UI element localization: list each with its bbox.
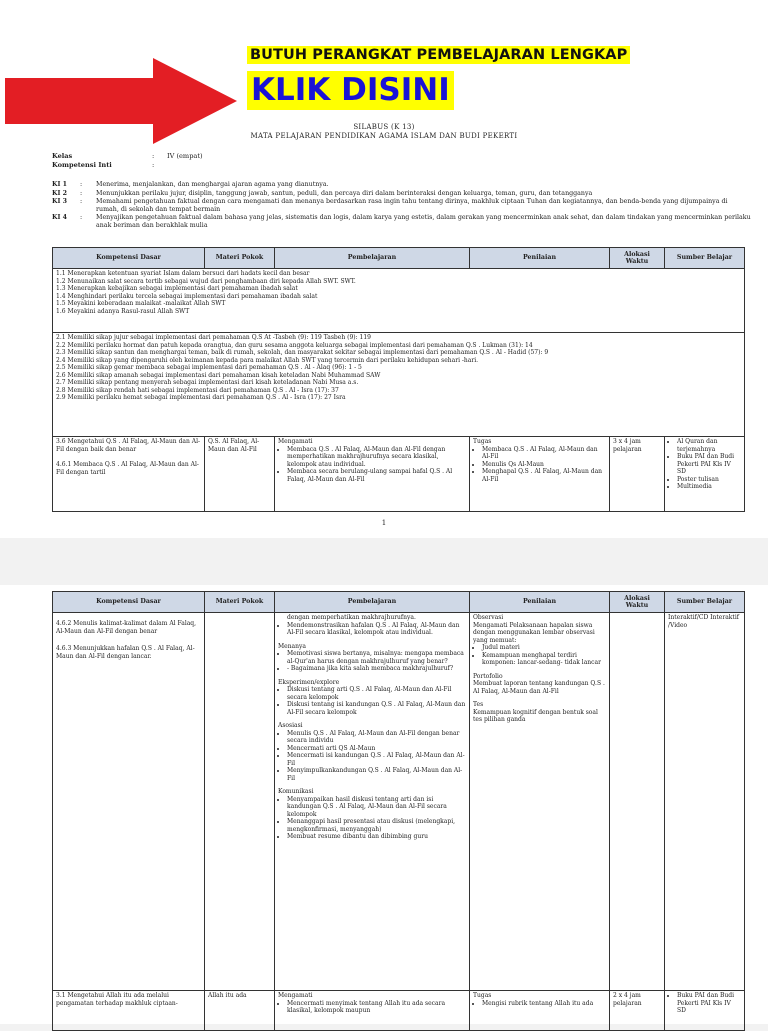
kompetensi-inti-row [52, 161, 352, 169]
header-kd: Kompetensi Dasar [53, 248, 205, 269]
kd31-row [53, 991, 745, 1031]
kd462-cell: 4.6.2 Menulis kalimat-kalimat dalam Al Falaq, Al-Maun dan Al-Fil dengan benar 4.6.3 Menunjukkan hafalan Q.S . Al Falaq, Al-Maun dan Al-Fil dengan lancar. [53, 613, 205, 991]
ki-item: KI 3 : Memahami pengetahuan faktual dengan cara mengamati dan menanya berdasarkan rasa ingin tahu tentang dirinya, makhluk ciptaan Tuhan dan kegiatannya, dan benda-benda yang dijumpainya di rumah, di sekolah dan tempat bermain [52, 198, 728, 213]
pembelajaran-cell: Mengamati • Mencermati menyimak tentang Allah itu ada secara klasikal, kelompok maupun [275, 991, 470, 1031]
kd36-row [53, 437, 745, 512]
materi-cell: Allah itu ada [205, 991, 275, 1031]
header-penilaian: Penilaian [470, 248, 610, 269]
header-pembelajaran: Pembelajaran [275, 248, 470, 269]
kompetensi-inti-label: Kompetensi Inti [52, 161, 112, 169]
header-penilaian: Penilaian [470, 592, 610, 613]
alokasi-cell: 2 x 4 jam pelajaran [610, 991, 665, 1031]
header-kd: Kompetensi Dasar [53, 592, 205, 613]
silabus-title: SILABUS (K 13) [353, 123, 415, 131]
header-sumber: Sumber Belajar [665, 592, 745, 613]
kd31-cell: 3.1 Mengetahui Allah itu ada melalui pengamatan terhadap makhluk ciptaan- [53, 991, 205, 1031]
header-alokasi: Alokasi Waktu [610, 248, 665, 269]
ki-item: KI 2 : Menunjukkan perilaku jujur, disiplin, tanggung jawab, santun, peduli, dan percaya diri dalam berinteraksi dengan keluarga, teman, guru, dan tetangganya [52, 189, 593, 197]
kd1-cell: 1.1 Menerapkan ketentuan syariat Islam dalam bersuci dari hadats kecil dan besar 1.2 Menunaikan salat secara tertib sebagai wujud dari penghambaan diri kepada Allah SWT. SWT. 1.3 Menerapkan kebajikan sebagai implementasi dari pemahaman ibadah salat 1.4 Menghindari perilaku tercela sebagai implementasi dari pemahaman ibadah salat 1.5 Meyakini keberadaan malaikat -malaikat Allah SWT 1.6 Meyakini adanya Rasul-rasul Allah SWT [53, 269, 745, 333]
document-page-2 [0, 585, 768, 1024]
pembelajaran-cell: Mengamati • Membaca Q.S . Al Falaq, Al-Maun dan Al-Fil dengan memperhatikan makhrajhurufnya secara klasikal, kelompok atau individual. • Membaca secara berulang-ulang sampai hafal Q.S . Al Falaq, Al-Maun dan Al-Fil [275, 437, 470, 512]
pembelajaran-cell: dengan memperhatikan makhrajhurufnya. • Mendemonstrasikan hafalan Q.S . Al Falaq, Al-Maun dan Al-Fil secara klasikal, kelompok atau individual. Menanya • Memotivasi siswa bertanya, misalnya: mengapa membaca al-Qur'an harus dengan makhrajulhuruf yang benar? • - Bagaimana jika kita salah membaca makhrajulhuruf? Eksperimen/explore • Diskusi tentang arti Q.S . Al Falaq, Al-Maun dan Al-Fil secara kelompok • Diskusi tentang isi kandungan Q.S . Al Falaq, Al-Maun dan Al-Fil secara kelompok Asosiasi • Menulis Q.S . Al Falaq, Al-Maun dan Al-Fil dengan benar secara individu • Mencermati arti QS Al-Maun • Mencermati isi kandungan Q.S . Al Falaq, Al-Maun dan Al-Fil • Menyimpulkankandungan Q.S . Al Falaq, Al-Maun dan Al-Fil Komunikasi • Menyampaikan hasil diskusi tentang arti dan isi kandungan Q.S . Al Falaq, Al-Maun dan Al-Fil secara kelompok • Menanggapi hasil presentasi atau diskusi (melengkapi, mengkonfirmasi, menyanggah) • Membuat resume dibantu dan dibimbing guru [275, 613, 470, 991]
sumber-cell: • Al Quran dan terjemahnya • Buku PAI dan Budi Pekerti PAI Kls IV SD • Poster tulisan • Multimedia [665, 437, 745, 512]
penilaian-cell: Tugas • Membaca Q.S . Al Falaq, Al-Maun dan Al-Fil • Menulis Qs Al-Maun • Menghapal Q.S . Al Falaq, Al-Maun dan Al-Fil [470, 437, 610, 512]
alokasi-cell [610, 613, 665, 991]
promo-heading[interactable]: BUTUH PERANGKAT PEMBELAJARAN LENGKAP [247, 46, 630, 64]
colon: : [152, 161, 155, 169]
materi-cell: Q.S. Al Falaq, Al-Maun dan Al-Fil [205, 437, 275, 512]
ki-item: KI 4 : Menyajikan pengetahuan faktual dalam bahasa yang jelas, sistematis dan logis, dalam karya yang estetis, dalam gerakan yang mencerminkan anak sehat, dan dalam tindakan yang mencerminkan perilaku anak beriman dan berakhlak mulia [52, 214, 751, 229]
header-pembelajaran: Pembelajaran [275, 592, 470, 613]
penilaian-cell: Observasi Mengamati Pelaksanaan hapalan siswa dengan menggunakan lembar observasi yang memuat: • Judul materi • Kemampuan menghapal terdiri komponen: lancar-sedang- tidak lancar Portofolio Membuat laporan tentang kandungan Q.S . Al Falaq, Al-Maun dan Al-Fil Tes Kemampuan kognitif dengan bentuk soal tes pilihan ganda [470, 613, 610, 991]
kd2-row [53, 333, 745, 437]
materi-cell [205, 613, 275, 991]
kelas-value: IV (empat) [167, 152, 203, 160]
header-materi: Materi Pokok [205, 248, 275, 269]
sumber-cell: Interaktif/CD Interaktif /Video [665, 613, 745, 991]
subject-title: MATA PELAJARAN PENDIDIKAN AGAMA ISLAM DAN BUDI PEKERTI [250, 132, 518, 140]
syllabus-table-page2 [52, 591, 745, 1031]
page-gap [0, 538, 768, 585]
syllabus-table-page1 [52, 247, 745, 512]
header-materi: Materi Pokok [205, 592, 275, 613]
klik-disini-link[interactable]: KLIK DISINI [247, 71, 454, 110]
table-header-row [53, 248, 745, 269]
document-title [0, 123, 768, 141]
header-sumber: Sumber Belajar [665, 248, 745, 269]
ki-list [52, 181, 752, 230]
colon: : [152, 152, 155, 160]
kd2-cell: 2.1 Memiliki sikap jujur sebagai implementasi dari pemahaman Q.S At -Tasbeh (9): 119 Tasbeh (9): 119 2.2 Memiliki perilaku hormat dan patuh kepada orangtua, dan guru sesama anggota keluarga sebagai implementasi dari pemahaman Q.S . Lukman (31): 14 2.3 Memiliki sikap santun dan menghargai teman, baik di rumah, sekolah, dan masyarakat sekitar sebagai implementasi dari pemahaman Q.S . Al - Hadid (57): 9 2.4 Memiliki sikap yang dipengaruhi oleh keimanan kepada para malaikat Allah SWT yang tercermin dari perilaku kehidupan sehari -hari. 2.5 Memiliki sikap gemar membaca sebagai implementasi dari pemahaman Q.S . Al - Alaq (96): 1 - 5 2.6 Memiliki sikap amanah sebagai implementasi dari pemahaman kisah keteladan Nabi Muhammad SAW 2.7 Memiliki sikap pentang menyerah sebagai implementasi dari kisah keteladanan Nabi Musa a.s. 2.8 Memiliki sikap rendah hati sebagai implementasi dari pemahaman Q.S . Al - Isra (17): 37 2.9 Memiliki perilaku hemat sebagai implementasi dari pemahaman Q.S . Al - Isra (17): 27 Isra [53, 333, 745, 437]
kelas-row [52, 152, 352, 160]
page-number: 1 [381, 519, 387, 527]
table-header-row [53, 592, 745, 613]
ki-item: KI 1 : Menerima, menjalankan, dan menghargai ajaran agama yang dianutnya. [52, 181, 329, 188]
kd462-row [53, 613, 745, 991]
kd1-row [53, 269, 745, 333]
header-alokasi: Alokasi Waktu [610, 592, 665, 613]
penilaian-cell: Tugas • Mengisi rubrik tentang Allah itu ada [470, 991, 610, 1031]
kd36-cell: 3.6 Mengetahui Q.S . Al Falaq, Al-Maun dan Al-Fil dengan baik dan benar 4.6.1 Membaca Q.S . Al Falaq, Al-Maun dan Al-Fil dengan tartil [53, 437, 205, 512]
sumber-cell: • Buku PAI dan Budi Pekerti PAI Kls IV SD [665, 991, 745, 1031]
alokasi-cell: 3 x 4 jam pelajaran [610, 437, 665, 512]
kelas-label: Kelas [52, 152, 73, 160]
